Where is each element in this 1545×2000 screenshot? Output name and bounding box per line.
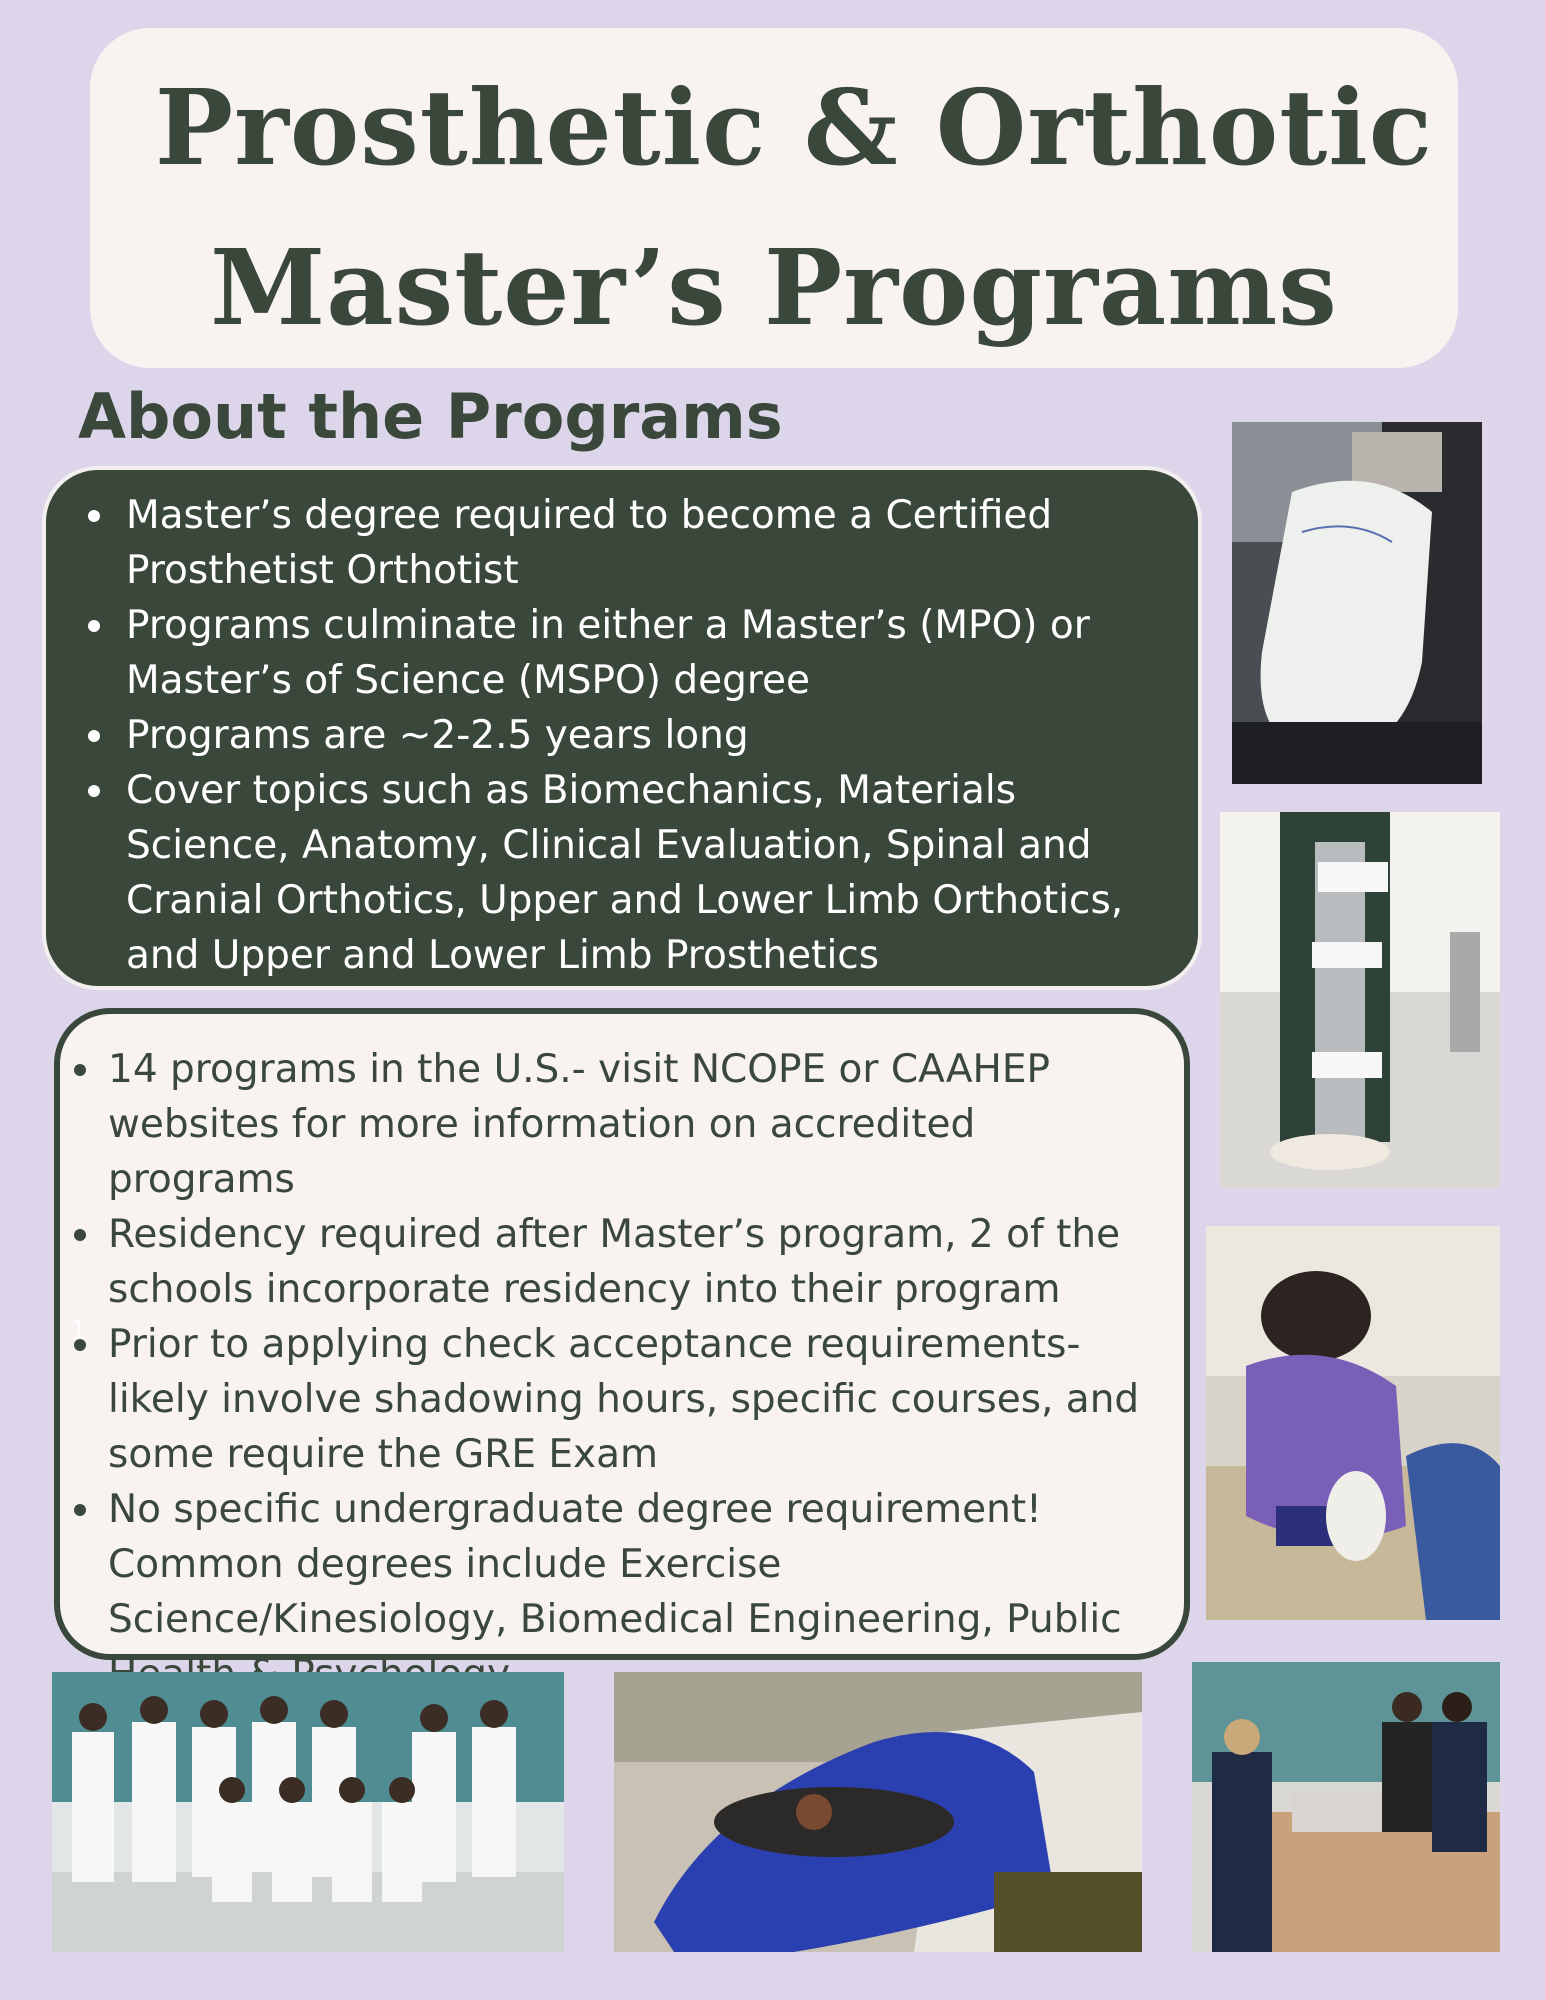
- about-bullet: Programs culminate in either a Master’s (MPO) or Master’s of Science (MSPO) degree: [126, 598, 1188, 708]
- info-bullet: Residency required after Master’s program, 2 of the schools incorporate residency into their program: [108, 1207, 1174, 1317]
- info-bullet-list: [108, 1042, 1174, 1702]
- bullet-dot: [74, 1504, 86, 1516]
- info-bullet: Prior to applying check acceptance requirements- likely involve shadowing hours, specific courses, and some require the GRE Exam: [108, 1317, 1174, 1482]
- photo-team-patient: [1192, 1662, 1500, 1952]
- page-title-line-2: Master’s Programs: [210, 226, 1338, 349]
- photo-prosthetic-socket: [1232, 422, 1482, 784]
- program-info-box: [54, 1008, 1190, 1660]
- info-bullet: 14 programs in the U.S.- visit NCOPE or CAAHEP websites for more information on accredited programs: [108, 1042, 1174, 1207]
- bullet-dot: [88, 620, 100, 632]
- info-bullet: No specific undergraduate degree requirement! Common degrees include Exercise Science/Kinesiology, Biomedical Engineering, Public: [108, 1482, 1174, 1702]
- bullet-dot: [88, 785, 100, 797]
- about-bullet: Cover topics such as Biomechanics, Materials Science, Anatomy, Clinical Evaluation, Spinal and Cranial Orthotics, Upper and Lower Limb Orthotics, and Upper and Lower Limb Prosthetics: [126, 763, 1188, 983]
- page-title-line-1: Prosthetic & Orthotic: [154, 66, 1434, 189]
- bullet-dot: [88, 730, 100, 742]
- bullet-dot: [74, 1064, 86, 1076]
- photo-hand-orthosis: [614, 1672, 1142, 1952]
- about-bullet-list: [126, 488, 1188, 983]
- bullet-dot: [74, 1229, 86, 1241]
- section-heading: About the Programs: [78, 380, 783, 453]
- about-programs-box: [42, 466, 1202, 990]
- about-bullet: Programs are ~2-2.5 years long: [126, 708, 1188, 763]
- photo-clinician-casting: [1206, 1226, 1500, 1620]
- title-banner: [90, 28, 1458, 368]
- photo-knee-orthosis: [1220, 812, 1500, 1188]
- bullet-dot: [88, 510, 100, 522]
- photo-student-group: [52, 1672, 564, 1952]
- about-bullet: Master’s degree required to become a Certified Prosthetist Orthotist: [126, 488, 1188, 598]
- stray-mark: 1: [70, 1316, 87, 1346]
